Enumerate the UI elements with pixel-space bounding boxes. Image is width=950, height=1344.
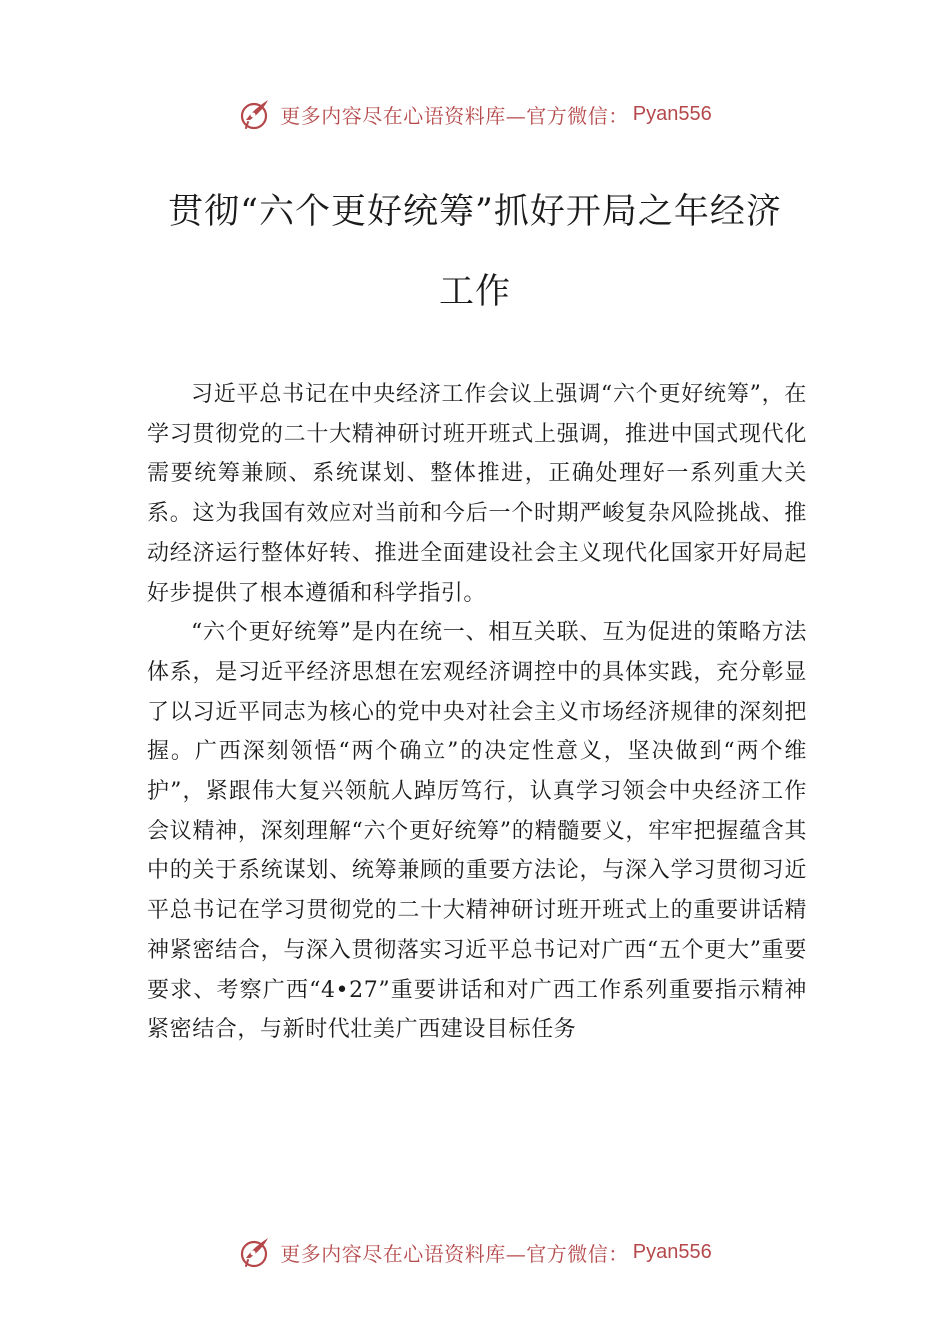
watermark-text: 更多内容尽在心语资料库—官方微信：: [280, 103, 629, 128]
watermark-banner-top: [0, 94, 950, 134]
quill-logo-icon: [238, 96, 274, 132]
watermark-wechat-id: Pyan556: [632, 102, 712, 125]
watermark-text: 更多内容尽在心语资料库—官方微信：: [280, 1241, 629, 1266]
paragraph-2: “六个更好统筹”是内在统一、相互关联、互为促进的策略方法体系，是习近平经济思想在宏观经济调控中的具体实践，充分彰显了以习近平同志为核心的党中央对社会主义市场经济规律的深刻把握。广西深刻领悟“两个确立”的决定性意义，坚决做到“两个维护”，紧跟伟大复兴领航人踔厉笃行，认真学习领会中央经济工作会议精神，深刻理解“六个更好统筹”的精髓要义，牢牢把握蕴含其中的关于系统谋划、统筹兼顾的重要方法论，与深入学习贯彻习近平总书记在学习贯彻党的二十大精神研讨班开班式上的重要讲话精神紧密结合，与深入贯彻落实习近平总书记对广西“五个更大”重要要求、考察广西“4•27”重要讲话和对广西工作系列重要指示精神紧密结合，与新时代壮美广西建设目标任务: [147, 620, 807, 1043]
watermark-banner-bottom: [0, 1232, 950, 1272]
document-body: [147, 375, 807, 1050]
paragraph-1: 习近平总书记在中央经济工作会议上强调“六个更好统筹”，在学习贯彻党的二十大精神研讨班开班式上强调，推进中国式现代化需要统筹兼顾、系统谋划、整体推进，正确处理好一系列重大关系。这为我国有效应对当前和今后一个时期严峻复杂风险挑战、推动经济运行整体好转、推进全面建设社会主义现代化国家开好局起好步提供了根本遵循和科学指引。: [147, 382, 807, 606]
quill-logo-icon: [238, 1234, 274, 1270]
document-title: [100, 172, 850, 332]
watermark-wechat-id: Pyan556: [632, 1240, 712, 1263]
title-line-1: 贯彻“六个更好统筹”抓好开局之年经济: [168, 192, 782, 232]
title-line-2: 工作: [438, 272, 511, 312]
